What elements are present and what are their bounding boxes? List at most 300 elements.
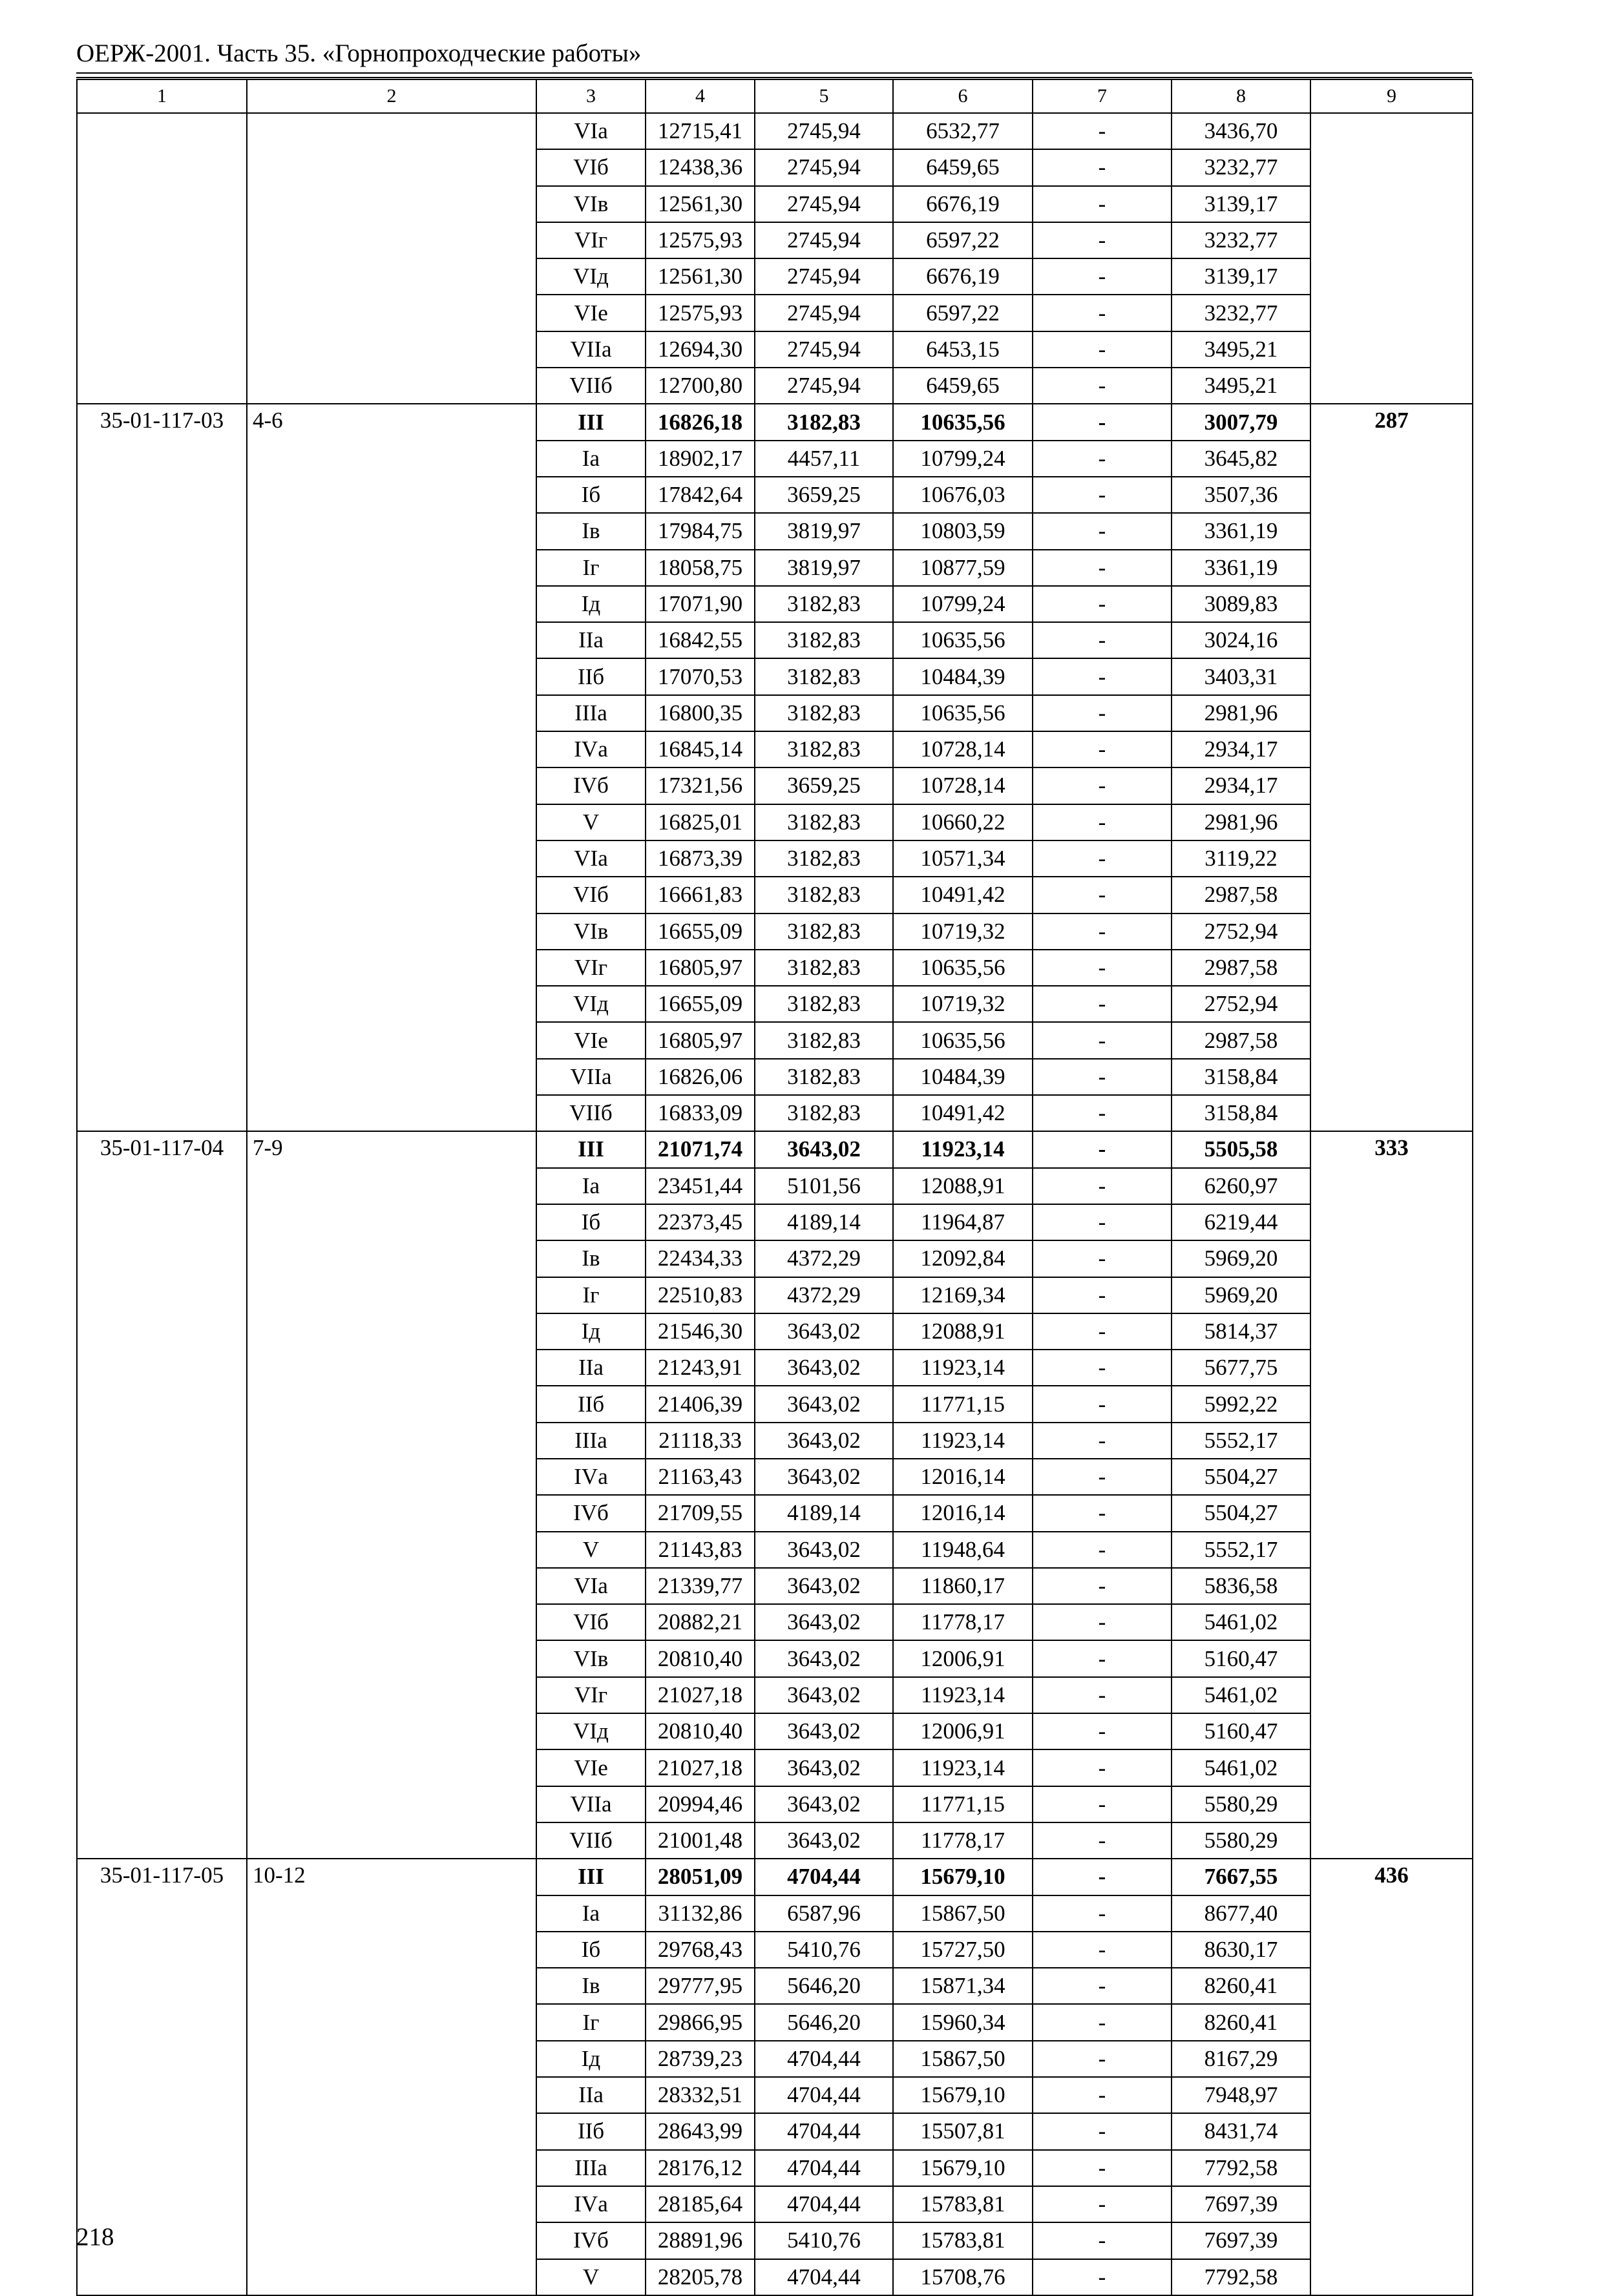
value-cell: VIг [536,950,646,986]
value-cell: 6219,44 [1172,1204,1310,1240]
value-cell: 3182,83 [755,622,893,658]
value-cell: 3645,82 [1172,441,1310,477]
value-cell: 3643,02 [755,1749,893,1786]
value-cell: 20810,40 [646,1713,755,1749]
value-cell: 6459,65 [893,149,1033,185]
value-cell: VIIа [536,331,646,368]
value-cell: 12438,36 [646,149,755,185]
value-cell: 18058,75 [646,550,755,586]
value-cell: 15679,10 [893,2077,1033,2113]
value-cell: - [1033,1640,1172,1676]
value-cell: Iд [536,1313,646,1350]
value-cell: 15708,76 [893,2259,1033,2295]
value-cell: 3643,02 [755,1459,893,1495]
value-cell: 11778,17 [893,1822,1033,1859]
value-cell: 3158,84 [1172,1059,1310,1095]
value-cell: 8260,41 [1172,1968,1310,2004]
value-cell: 10491,42 [893,1095,1033,1131]
value-cell: - [1033,586,1172,622]
value-cell: 10484,39 [893,1059,1033,1095]
value-cell: 5677,75 [1172,1350,1310,1386]
value-cell: III [536,404,646,440]
value-cell: 3182,83 [755,1022,893,1058]
value-cell: 3643,02 [755,1786,893,1822]
rate-code-cell: 35-01-117-05 [77,1859,247,2295]
value-cell: IIб [536,1386,646,1422]
value-cell: 12575,93 [646,295,755,331]
value-cell: - [1033,2259,1172,2295]
value-cell: - [1033,1859,1172,1895]
value-cell: 3182,83 [755,695,893,731]
column-number-row [77,79,1473,113]
value-cell: 3643,02 [755,1640,893,1676]
value-cell: Iа [536,441,646,477]
value-cell: IVа [536,2186,646,2222]
value-cell: 3232,77 [1172,295,1310,331]
value-cell: VIIб [536,1095,646,1131]
value-cell: 10728,14 [893,731,1033,767]
value-cell: Iв [536,1968,646,2004]
value-cell: 31132,86 [646,1895,755,1932]
value-cell: Iв [536,1240,646,1277]
value-cell: 3182,83 [755,840,893,877]
value-cell: 3643,02 [755,1604,893,1640]
value-cell: 2745,94 [755,295,893,331]
column-header: 3 [536,79,646,113]
value-cell: IIа [536,622,646,658]
value-cell: 28643,99 [646,2113,755,2149]
value-cell: VIа [536,840,646,877]
value-cell: Iг [536,2004,646,2040]
value-cell: Iб [536,477,646,513]
value-cell: 21001,48 [646,1822,755,1859]
value-cell: 3232,77 [1172,149,1310,185]
value-cell: 3643,02 [755,1677,893,1713]
value-cell: 16805,97 [646,950,755,986]
value-cell: VIе [536,1022,646,1058]
value-cell: - [1033,804,1172,840]
value-cell: 4704,44 [755,1859,893,1895]
value-cell: 10635,56 [893,622,1033,658]
value-cell: 20994,46 [646,1786,755,1822]
column-header: 2 [247,79,536,113]
value-cell: 6459,65 [893,368,1033,404]
value-cell: 15871,34 [893,1968,1033,2004]
range-cell: 10-12 [247,1859,536,2295]
value-cell: - [1033,1786,1172,1822]
value-cell: IVа [536,731,646,767]
value-cell: - [1033,1532,1172,1568]
value-cell: 11923,14 [893,1131,1033,1167]
value-cell: 12092,84 [893,1240,1033,1277]
value-cell: 4704,44 [755,2041,893,2077]
value-cell: 15867,50 [893,1895,1033,1932]
value-cell: VIд [536,1713,646,1749]
value-cell: 10635,56 [893,950,1033,986]
value-cell: 11860,17 [893,1568,1033,1604]
value-cell: 2934,17 [1172,767,1310,804]
value-cell: Iд [536,586,646,622]
value-cell: - [1033,1350,1172,1386]
value-cell: 3436,70 [1172,113,1310,149]
total-cell [1310,113,1473,404]
value-cell: - [1033,731,1172,767]
value-cell: 5580,29 [1172,1822,1310,1859]
value-cell: 3643,02 [755,1713,893,1749]
value-cell: - [1033,658,1172,694]
value-cell: 16826,18 [646,404,755,440]
value-cell: 10728,14 [893,767,1033,804]
value-cell: 17984,75 [646,513,755,549]
value-cell: 3659,25 [755,767,893,804]
value-cell: 5814,37 [1172,1313,1310,1350]
value-cell: 5969,20 [1172,1240,1310,1277]
value-cell: 2987,58 [1172,1022,1310,1058]
value-cell: - [1033,2004,1172,2040]
value-cell: - [1033,1423,1172,1459]
value-cell: 12016,14 [893,1459,1033,1495]
value-cell: 16833,09 [646,1095,755,1131]
value-cell: - [1033,1604,1172,1640]
value-cell: 3182,83 [755,986,893,1022]
value-cell: 5836,58 [1172,1568,1310,1604]
value-cell: - [1033,1749,1172,1786]
value-cell: - [1033,331,1172,368]
value-cell: 8677,40 [1172,1895,1310,1932]
total-cell: 333 [1310,1131,1473,1859]
value-cell: - [1033,622,1172,658]
value-cell: 12700,80 [646,368,755,404]
rates-table [76,79,1473,2296]
value-cell: 5505,58 [1172,1131,1310,1167]
value-cell: IIIа [536,695,646,731]
value-cell: 3643,02 [755,1568,893,1604]
value-cell: 6260,97 [1172,1168,1310,1204]
value-cell: 3819,97 [755,513,893,549]
value-cell: 6587,96 [755,1895,893,1932]
value-cell: 3182,83 [755,877,893,913]
value-cell: 3024,16 [1172,622,1310,658]
value-cell: - [1033,1822,1172,1859]
value-cell: - [1033,149,1172,185]
value-cell: 3089,83 [1172,586,1310,622]
value-cell: IVа [536,1459,646,1495]
value-cell: Iд [536,2041,646,2077]
page-number: 218 [76,2223,114,2251]
value-cell: - [1033,550,1172,586]
value-cell: III [536,1859,646,1895]
value-cell: 7948,97 [1172,2077,1310,2113]
value-cell: 28332,51 [646,2077,755,2113]
value-cell: 8167,29 [1172,2041,1310,2077]
value-cell: 10484,39 [893,658,1033,694]
column-header: 1 [77,79,247,113]
value-cell: 8260,41 [1172,2004,1310,2040]
value-cell: 2987,58 [1172,950,1310,986]
value-cell: - [1033,1131,1172,1167]
value-cell: - [1033,1568,1172,1604]
value-cell: 11778,17 [893,1604,1033,1640]
value-cell: Iа [536,1168,646,1204]
value-cell: 3007,79 [1172,404,1310,440]
value-cell: 10719,32 [893,986,1033,1022]
value-cell: Iв [536,513,646,549]
value-cell: 3643,02 [755,1423,893,1459]
value-cell: IIб [536,658,646,694]
value-cell: 2934,17 [1172,731,1310,767]
value-cell: 21339,77 [646,1568,755,1604]
value-cell: - [1033,1313,1172,1350]
value-cell: - [1033,2150,1172,2186]
value-cell: III [536,1131,646,1167]
value-cell: VIа [536,113,646,149]
value-cell: 21143,83 [646,1532,755,1568]
value-cell: 4704,44 [755,2186,893,2222]
value-cell: IIб [536,2113,646,2149]
value-cell: 21163,43 [646,1459,755,1495]
value-cell: - [1033,2077,1172,2113]
value-cell: 5160,47 [1172,1713,1310,1749]
value-cell: - [1033,441,1172,477]
value-cell: 2745,94 [755,149,893,185]
value-cell: 5552,17 [1172,1423,1310,1459]
value-cell: VIд [536,986,646,1022]
value-cell: 2987,58 [1172,877,1310,913]
value-cell: 16826,06 [646,1059,755,1095]
value-cell: 2981,96 [1172,804,1310,840]
value-cell: - [1033,2113,1172,2149]
column-header: 6 [893,79,1033,113]
value-cell: 29777,95 [646,1968,755,2004]
value-cell: 6597,22 [893,295,1033,331]
value-cell: 16805,97 [646,1022,755,1058]
value-cell: 3182,83 [755,913,893,950]
value-cell: 11923,14 [893,1350,1033,1386]
value-cell: 15679,10 [893,2150,1033,2186]
value-cell: 2745,94 [755,186,893,222]
value-cell: 5461,02 [1172,1677,1310,1713]
value-cell: V [536,1532,646,1568]
value-cell: 20882,21 [646,1604,755,1640]
value-cell: 5410,76 [755,1932,893,1968]
value-cell: - [1033,2041,1172,2077]
value-cell: 10676,03 [893,477,1033,513]
value-cell: - [1033,222,1172,258]
value-cell: 21027,18 [646,1677,755,1713]
value-cell: 3361,19 [1172,513,1310,549]
value-cell: 11771,15 [893,1786,1033,1822]
value-cell: 12561,30 [646,186,755,222]
value-cell: 15960,34 [893,2004,1033,2040]
value-cell: - [1033,1495,1172,1531]
value-cell: 12006,91 [893,1713,1033,1749]
value-cell: 3643,02 [755,1822,893,1859]
value-cell: - [1033,513,1172,549]
value-cell: - [1033,186,1172,222]
value-cell: 3819,97 [755,550,893,586]
value-cell: 5504,27 [1172,1459,1310,1495]
column-header: 4 [646,79,755,113]
value-cell: Iг [536,1277,646,1313]
value-cell: - [1033,295,1172,331]
value-cell: 11964,87 [893,1204,1033,1240]
value-cell: 16842,55 [646,622,755,658]
value-cell: 16825,01 [646,804,755,840]
value-cell: 3119,22 [1172,840,1310,877]
value-cell: 4189,14 [755,1204,893,1240]
value-cell: IVб [536,1495,646,1531]
value-cell: 12561,30 [646,258,755,295]
value-cell: - [1033,2186,1172,2222]
value-cell: IVб [536,767,646,804]
value-cell: 5969,20 [1172,1277,1310,1313]
value-cell: 5461,02 [1172,1749,1310,1786]
value-cell: 2752,94 [1172,986,1310,1022]
value-cell: VIб [536,1604,646,1640]
value-cell: 2745,94 [755,258,893,295]
value-cell: 3643,02 [755,1532,893,1568]
value-cell: 3495,21 [1172,331,1310,368]
value-cell: - [1033,840,1172,877]
value-cell: VIг [536,1677,646,1713]
value-cell: - [1033,1968,1172,2004]
value-cell: - [1033,1022,1172,1058]
value-cell: 10803,59 [893,513,1033,549]
value-cell: VIе [536,1749,646,1786]
value-cell: 3643,02 [755,1131,893,1167]
value-cell: 3495,21 [1172,368,1310,404]
value-cell: 28176,12 [646,2150,755,2186]
value-cell: VIIб [536,1822,646,1859]
value-cell: - [1033,258,1172,295]
value-cell: VIIа [536,1786,646,1822]
value-cell: 10635,56 [893,404,1033,440]
value-cell: 10877,59 [893,550,1033,586]
column-header: 5 [755,79,893,113]
value-cell: IVб [536,2222,646,2259]
value-cell: VIв [536,913,646,950]
value-cell: 7667,55 [1172,1859,1310,1895]
value-cell: 3182,83 [755,1095,893,1131]
value-cell: VIд [536,258,646,295]
value-cell: VIIа [536,1059,646,1095]
value-cell: 2745,94 [755,222,893,258]
range-cell: 4-6 [247,404,536,1131]
value-cell: 15867,50 [893,2041,1033,2077]
column-header: 7 [1033,79,1172,113]
value-cell: 3182,83 [755,1059,893,1095]
value-cell: - [1033,477,1172,513]
value-cell: 21027,18 [646,1749,755,1786]
value-cell: 12169,34 [893,1277,1033,1313]
value-cell: 17071,90 [646,586,755,622]
value-cell: 17321,56 [646,767,755,804]
value-cell: 4372,29 [755,1240,893,1277]
value-cell: Iг [536,550,646,586]
value-cell: 17842,64 [646,477,755,513]
value-cell: 22373,45 [646,1204,755,1240]
table-row [77,1859,1473,1895]
value-cell: 11923,14 [893,1423,1033,1459]
value-cell: - [1033,1459,1172,1495]
value-cell: 3659,25 [755,477,893,513]
rate-code-cell: 35-01-117-03 [77,404,247,1131]
value-cell: IIа [536,1350,646,1386]
value-cell: 16800,35 [646,695,755,731]
value-cell: 28185,64 [646,2186,755,2222]
value-cell: 11948,64 [893,1532,1033,1568]
value-cell: 12715,41 [646,113,755,149]
value-cell: 22510,83 [646,1277,755,1313]
value-cell: 3139,17 [1172,258,1310,295]
value-cell: - [1033,404,1172,440]
value-cell: - [1033,1168,1172,1204]
value-cell: 5160,47 [1172,1640,1310,1676]
value-cell: VIг [536,222,646,258]
total-cell: 287 [1310,404,1473,1131]
value-cell: 21406,39 [646,1386,755,1422]
value-cell: 6676,19 [893,186,1033,222]
value-cell: VIIб [536,368,646,404]
value-cell: 16845,14 [646,731,755,767]
value-cell: 21546,30 [646,1313,755,1350]
value-cell: 12006,91 [893,1640,1033,1676]
value-cell: 28051,09 [646,1859,755,1895]
value-cell: 10799,24 [893,441,1033,477]
value-cell: 16655,09 [646,986,755,1022]
value-cell: VIв [536,1640,646,1676]
value-cell: - [1033,1204,1172,1240]
value-cell: 4704,44 [755,2113,893,2149]
value-cell: 5504,27 [1172,1495,1310,1531]
value-cell: 6676,19 [893,258,1033,295]
column-header: 9 [1310,79,1473,113]
value-cell: 3182,83 [755,586,893,622]
value-cell: 12088,91 [893,1313,1033,1350]
range-cell: 7-9 [247,1131,536,1859]
value-cell: 21243,91 [646,1350,755,1386]
value-cell: IIа [536,2077,646,2113]
value-cell: IIIа [536,1423,646,1459]
value-cell: 28739,23 [646,2041,755,2077]
value-cell: 5410,76 [755,2222,893,2259]
value-cell: 21709,55 [646,1495,755,1531]
value-cell: 4189,14 [755,1495,893,1531]
table-body [77,113,1473,2295]
value-cell: 3507,36 [1172,477,1310,513]
value-cell: 7792,58 [1172,2259,1310,2295]
value-cell: 7792,58 [1172,2150,1310,2186]
value-cell: 5101,56 [755,1168,893,1204]
value-cell: 8630,17 [1172,1932,1310,1968]
value-cell: 16873,39 [646,840,755,877]
value-cell: 3182,83 [755,950,893,986]
value-cell: VIб [536,877,646,913]
value-cell: 7697,39 [1172,2222,1310,2259]
value-cell: - [1033,1386,1172,1422]
value-cell: 3361,19 [1172,550,1310,586]
value-cell: 21118,33 [646,1423,755,1459]
header-rule-bottom [76,77,1472,78]
value-cell: 11923,14 [893,1749,1033,1786]
value-cell: - [1033,1059,1172,1095]
value-cell: 29866,95 [646,2004,755,2040]
value-cell: 12694,30 [646,331,755,368]
value-cell: 3158,84 [1172,1095,1310,1131]
value-cell: - [1033,368,1172,404]
value-cell: VIб [536,149,646,185]
table-row [77,113,1473,149]
